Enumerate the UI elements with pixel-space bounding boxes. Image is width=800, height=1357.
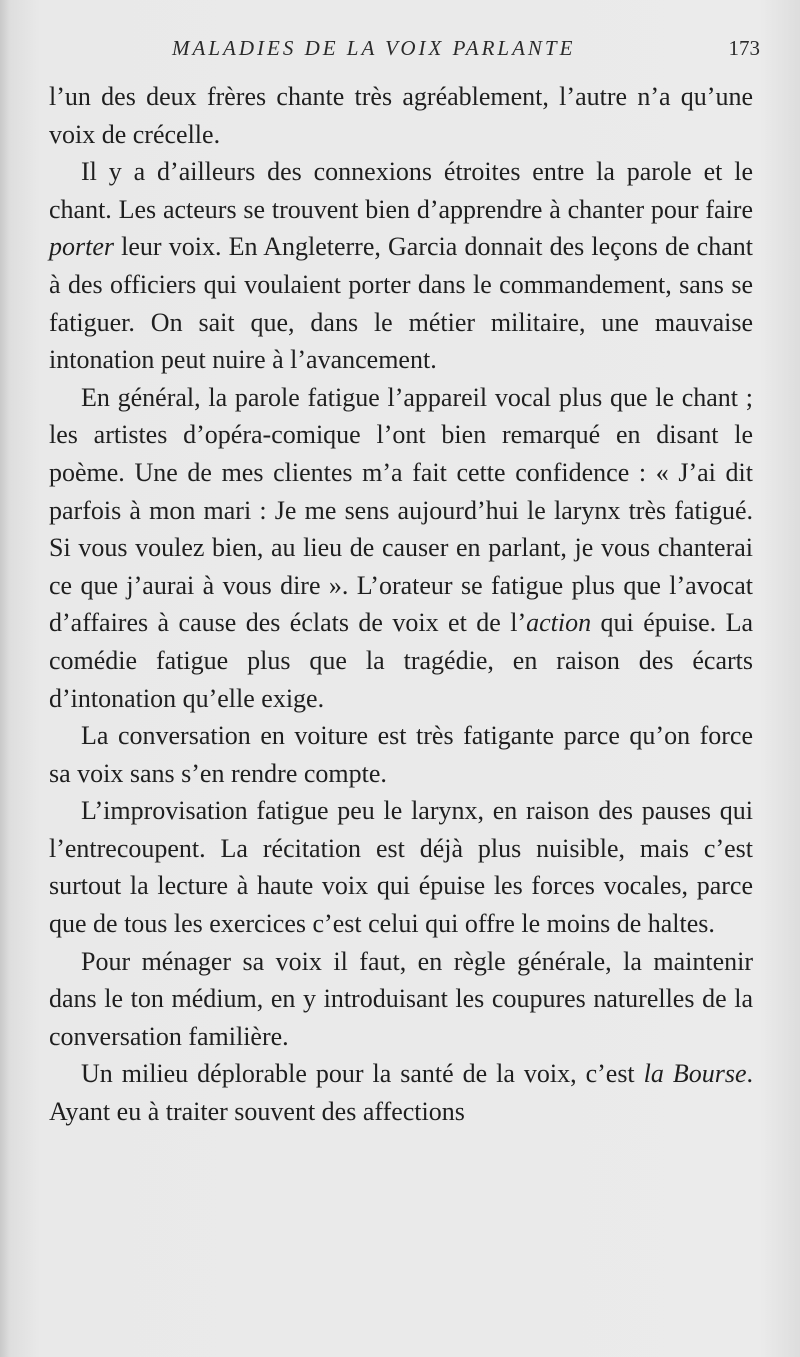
paragraph-7 (49, 1055, 753, 1130)
paragraph-text: l’un des deux frères chante très agréablement, l’autre n’a qu’une voix de crécelle. (49, 82, 753, 149)
italic-word-porter: porter (49, 232, 114, 262)
running-title: MALADIES DE LA VOIX PARLANTE (172, 36, 576, 60)
body-text (49, 78, 753, 1131)
page-number: 173 (728, 36, 760, 60)
paragraph-6 (49, 943, 753, 1056)
paragraph-4 (49, 717, 753, 792)
paragraph-text: La conversation en voiture est très fatigante parce qu’on force sa voix sans s’en rendre compte. (49, 721, 753, 788)
paragraph-text: En général, la parole fatigue l’appareil vocal plus que le chant ; les artistes d’opéra-comique l’ont bien remarqué en disant le poème. Une de mes clientes m’a fait cette confidence : « J’ai dit parfois à mon mari : Je me sens aujourd’hui le larynx très fatigué. Si vous voulez bien, au lieu de causer en parlant, je vous chanterai ce que j’aurai à vous dire ». L’orateur se fatigue plus que l’avocat d’affaires à cause des éclats de voix et de l’ (49, 382, 753, 638)
italic-word-action: action (526, 608, 592, 638)
paragraph-text: Il y a d’ailleurs des connexions étroites entre la parole et le chant. Les acteurs se trouvent bien d’apprendre à chanter pour faire (49, 157, 753, 224)
paragraph-3 (49, 379, 753, 717)
paragraph-text: . Ayant eu à traiter souvent des affections (49, 1059, 753, 1127)
paragraph-1 (49, 78, 753, 153)
paragraph-5 (49, 792, 753, 942)
italic-phrase-la-bourse: la Bourse (643, 1059, 747, 1089)
paragraph-2 (49, 153, 753, 379)
paragraph-text: qui épuise. La comédie fatigue plus que la tragédie, en raison des écarts d’intonation qu’elle exige. (49, 608, 753, 713)
paragraph-text: Un milieu déplorable pour la santé de la voix, c’est (81, 1059, 644, 1089)
running-head (0, 36, 800, 70)
paragraph-text: L’improvisation fatigue peu le larynx, en raison des pauses qui l’entrecoupent. La récitation est déjà plus nuisible, mais c’est surtout la lecture à haute voix qui épuise les forces vocales, parce que de tous les exercices c’est celui qui offre le moins de haltes. (49, 796, 753, 939)
paragraph-text: Pour ménager sa voix il faut, en règle générale, la maintenir dans le ton médium, en y introduisant les coupures naturelles de la conversation familière. (49, 946, 753, 1051)
paragraph-text: leur voix. En Angleterre, Garcia donnait des leçons de chant à des officiers qui voulaient porter dans le commandement, sans se fatiguer. On sait que, dans le métier militaire, une mauvaise intonation peut nuire à l’avancement. (49, 232, 753, 375)
